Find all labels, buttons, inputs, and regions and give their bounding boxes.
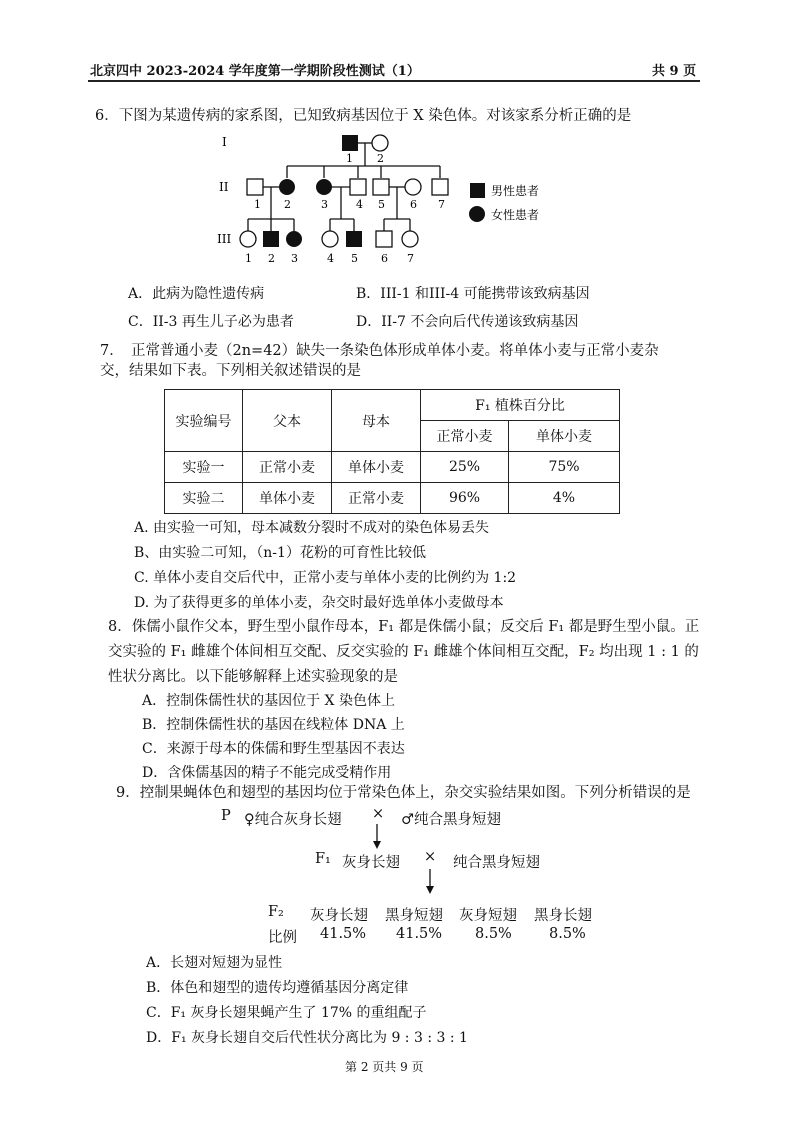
q7-stem-line1: 7． 正常普通小麦（2n=42）缺失一条染色体形成单体小麦。将单体小麦与正常小麦杂 (100, 343, 659, 359)
legend-male-label: 男性患者 (491, 184, 540, 198)
pedigree-III1-female (240, 231, 256, 247)
q6-stem: 6．下图为某遗传病的家系图，已知致病基因位于 X 染色体。对该家系分析正确的是 (95, 108, 632, 124)
pedigree-II3-affected-female (316, 179, 332, 195)
arrow-down-icon (423, 867, 443, 897)
arrow-down-icon (370, 822, 390, 852)
num-III2: 2 (268, 252, 275, 265)
num-III3: 3 (291, 252, 298, 265)
q9-f1-cross: × (424, 849, 437, 865)
num-II3: 3 (321, 198, 328, 211)
q9-f2-phenotype-3: 灰身短翅 (459, 908, 517, 924)
q7-option-c[interactable]: C. 单体小麦自交后代中，正常小麦与单体小麦的比例约为 1:2 (134, 570, 517, 586)
q9-f2-ratio-1: 41.5% (320, 926, 367, 942)
q9-f2-phenotype-1: 灰身长翅 (310, 908, 368, 924)
page-footer: 第 2 页共 9 页 (345, 1060, 424, 1074)
pedigree-III2-affected-male (263, 231, 279, 247)
q6-option-d[interactable]: D．II-7 不会向后代传递该致病基因 (356, 314, 579, 330)
q7-data-table (164, 389, 620, 514)
th-single-wheat: 单体小麦 (509, 421, 620, 452)
num-III7: 7 (407, 252, 414, 265)
pedigree-III6-male (376, 231, 392, 247)
num-III6: 6 (381, 252, 388, 265)
num-II1: 1 (254, 198, 261, 211)
q9-p-label: P (221, 808, 231, 824)
q6-option-b[interactable]: B．III-1 和III-4 可能携带该致病基因 (356, 286, 590, 302)
q9-f2-phenotype-4: 黑身长翅 (534, 908, 592, 924)
num-III1: 1 (245, 252, 252, 265)
pedigree-II4-male (350, 179, 366, 195)
th-mother: 母本 (332, 390, 421, 452)
pedigree-III5-affected-male (346, 231, 362, 247)
pedigree-diagram (210, 128, 570, 268)
q8-option-b[interactable]: B．控制侏儒性状的基因在线粒体 DNA 上 (142, 717, 405, 733)
legend-female-symbol (469, 206, 485, 222)
num-II5: 5 (378, 198, 385, 211)
q8-option-c[interactable]: C．来源于母本的侏儒和野生型基因不表达 (142, 741, 405, 757)
q9-f1-right: 纯合黑身短翅 (453, 855, 540, 871)
legend-female-label: 女性患者 (491, 208, 540, 222)
header-divider (88, 80, 700, 82)
cell-normal: 96% (421, 483, 509, 514)
gen-label-II: II (219, 180, 229, 194)
q8-stem-line2: 交实验的 F₁ 雌雄个体间相互交配、反交实验的 F₁ 雌雄个体间相互交配，F₂ 均出现 1 : 1 的 (108, 644, 699, 660)
num-II4: 4 (356, 198, 363, 211)
num-I1: 1 (346, 152, 353, 165)
cell-exp: 实验二 (165, 483, 243, 514)
th-normal-wheat: 正常小麦 (421, 421, 509, 452)
pedigree-II1-male (247, 179, 263, 195)
q9-f1-label: F₁ (315, 851, 331, 867)
th-father: 父本 (243, 390, 332, 452)
q8-stem-line3: 性状分离比。以下能够解释上述实验现象的是 (108, 669, 398, 685)
q9-p-female: ♀纯合灰身长翅 (244, 812, 342, 828)
q9-f1-left: 灰身长翅 (342, 855, 400, 871)
cell-exp: 实验一 (165, 452, 243, 483)
q8-option-d[interactable]: D．含侏儒基因的精子不能完成受精作用 (142, 765, 392, 781)
q9-f2-phenotype-2: 黑身短翅 (385, 908, 443, 924)
q7-option-d[interactable]: D. 为了获得更多的单体小麦，杂交时最好选单体小麦做母本 (134, 595, 504, 611)
q9-f2-label: F₂ (268, 904, 284, 920)
cell-mother: 单体小麦 (332, 452, 421, 483)
pedigree-I1-affected-male (342, 135, 358, 151)
num-III5: 5 (351, 252, 358, 265)
q9-option-b[interactable]: B．体色和翅型的遗传均遵循基因分离定律 (146, 980, 409, 996)
q8-option-a[interactable]: A．控制侏儒性状的基因位于 X 染色体上 (142, 693, 395, 709)
cell-single: 4% (509, 483, 620, 514)
pedigree-II2-affected-female (279, 179, 295, 195)
q9-f2-ratio-2: 41.5% (396, 926, 443, 942)
q7-option-a[interactable]: A. 由实验一可知，母本减数分裂时不成对的染色体易丢失 (134, 520, 490, 536)
q6-option-a[interactable]: A．此病为隐性遗传病 (128, 286, 265, 302)
q9-p-male: ♂纯合黑身短翅 (401, 812, 501, 828)
q9-ratio-label: 比例 (268, 930, 297, 946)
q9-option-c[interactable]: C．F₁ 灰身长翅果蝇产生了 17% 的重组配子 (146, 1005, 427, 1021)
pedigree-III3-affected-female (286, 231, 302, 247)
header-page-count: 共 9 页 (652, 64, 697, 79)
cell-father: 单体小麦 (243, 483, 332, 514)
num-I2: 2 (377, 152, 384, 165)
header-title: 北京四中 2023-2024 学年度第一学期阶段性测试（1） (90, 64, 420, 79)
q9-stem: 9．控制果蝇体色和翅型的基因均位于常染色体上，杂交实验结果如图。下列分析错误的是 (116, 785, 691, 801)
q9-f2-ratio-3: 8.5% (475, 926, 512, 942)
gen-label-III: III (217, 232, 232, 246)
num-III4: 4 (327, 252, 334, 265)
q7-option-b[interactable]: B、由实验二可知，（n-1）花粉的可育性比较低 (134, 545, 426, 561)
num-II6: 6 (410, 198, 417, 211)
cell-mother: 正常小麦 (332, 483, 421, 514)
pedigree-III7-female (402, 231, 418, 247)
gen-label-I: I (222, 135, 227, 149)
cell-father: 正常小麦 (243, 452, 332, 483)
th-exp-no: 实验编号 (165, 390, 243, 452)
num-II2: 2 (284, 198, 291, 211)
cell-normal: 25% (421, 452, 509, 483)
q8-stem-line1: 8．侏儒小鼠作父本，野生型小鼠作母本，F₁ 都是侏儒小鼠；反交后 F₁ 都是野生型小鼠。正 (108, 619, 700, 635)
table-row (165, 452, 620, 483)
num-II7: 7 (438, 198, 445, 211)
q9-option-a[interactable]: A．长翅对短翅为显性 (146, 955, 283, 971)
q9-f2-ratio-4: 8.5% (549, 926, 586, 942)
pedigree-I2-female (372, 135, 388, 151)
legend-male-symbol (470, 183, 485, 198)
pedigree-II6-female (405, 179, 421, 195)
q9-p-cross: × (372, 806, 385, 822)
pedigree-II5-male (373, 179, 389, 195)
q6-option-c[interactable]: C．II-3 再生儿子必为患者 (128, 314, 294, 330)
cell-single: 75% (509, 452, 620, 483)
th-f1-percent: F₁ 植株百分比 (421, 390, 620, 421)
q7-stem-line2: 交，结果如下表。下列相关叙述错误的是 (100, 363, 361, 379)
pedigree-II7-male (432, 179, 448, 195)
q9-option-d[interactable]: D．F₁ 灰身长翅自交后代性状分离比为 9 : 3 : 3 : 1 (146, 1030, 468, 1046)
pedigree-III4-female (322, 231, 338, 247)
table-row (165, 483, 620, 514)
